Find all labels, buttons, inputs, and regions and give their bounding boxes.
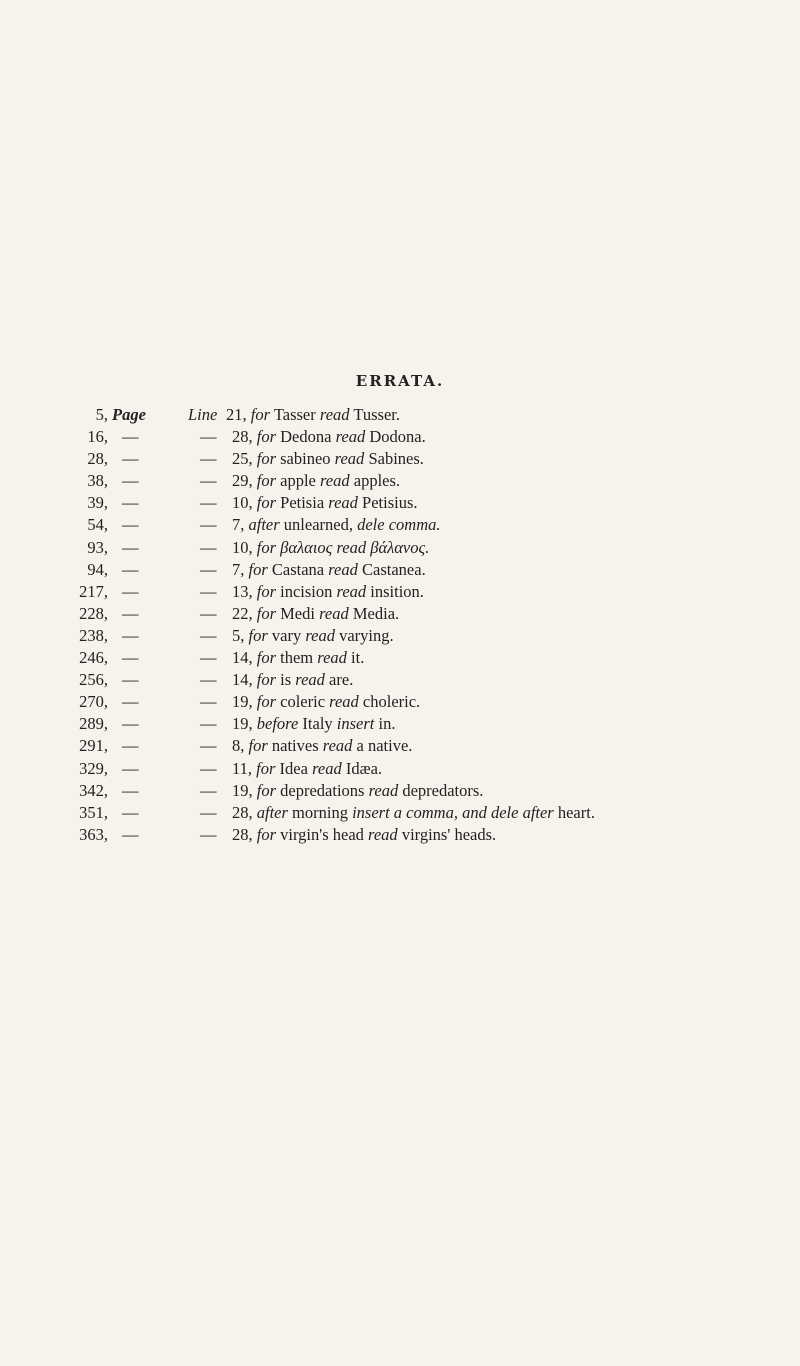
correction-part: natives	[267, 736, 323, 756]
line-number: 28,	[232, 802, 257, 822]
errata-row	[0, 735, 800, 757]
correction-part: Idæa.	[341, 758, 383, 778]
correction-part: for	[256, 449, 277, 469]
errata-row	[0, 470, 800, 492]
correction-part: for	[256, 603, 277, 623]
correction-part: Italy	[298, 714, 337, 734]
correction-part: after	[256, 802, 288, 822]
correction-text	[232, 426, 426, 448]
correction-part: for	[256, 648, 277, 668]
correction-part: read	[319, 603, 349, 623]
page-number: 289,	[79, 714, 108, 734]
correction-part: Medi	[276, 603, 320, 623]
errata-row	[0, 691, 800, 713]
page-number: 39,	[87, 493, 108, 513]
correction-part: vary	[267, 625, 306, 645]
correction-part: Idea	[275, 758, 313, 778]
line-ditto-dash: —	[200, 736, 217, 756]
page-ditto-dash: —	[122, 471, 139, 491]
errata-row	[0, 448, 800, 470]
page-ditto-dash: —	[122, 515, 139, 535]
line-number: 22,	[232, 603, 257, 623]
page-ditto-dash: —	[122, 559, 139, 579]
correction-part: read	[328, 559, 358, 579]
correction-text	[232, 559, 426, 581]
line-ditto-dash: —	[200, 603, 217, 623]
page-number: 217,	[79, 581, 108, 601]
line-ditto-dash: —	[200, 824, 217, 844]
line-ditto-dash: —	[200, 670, 217, 690]
page-ditto-dash: —	[122, 824, 139, 844]
correction-part: before	[256, 714, 299, 734]
page-number: 16,	[87, 427, 108, 447]
correction-part: for	[256, 824, 277, 844]
line-ditto-dash: —	[200, 559, 217, 579]
correction-part: apple	[276, 471, 320, 491]
line-number: 14,	[232, 648, 257, 668]
line-ditto-dash: —	[200, 648, 217, 668]
correction-text	[232, 824, 496, 846]
correction-text	[232, 625, 394, 647]
page-number: 363,	[79, 824, 108, 844]
errata-row	[0, 758, 800, 780]
errata-title: ERRATA.	[355, 372, 445, 390]
line-ditto-dash: —	[200, 537, 217, 557]
correction-part: virgin's head	[276, 824, 369, 844]
correction-part: Tasser	[270, 405, 320, 424]
correction-part: for	[256, 692, 277, 712]
correction-text	[232, 492, 418, 514]
correction-part: insition.	[366, 581, 424, 601]
correction-text	[232, 603, 399, 625]
errata-row	[0, 780, 800, 802]
errata-row	[0, 713, 800, 735]
correction-text	[232, 735, 412, 757]
page-ditto-dash: —	[122, 714, 139, 734]
correction-part: Media.	[348, 603, 400, 623]
correction-text	[232, 780, 483, 802]
correction-part: Tusser.	[349, 405, 400, 424]
errata-row	[0, 625, 800, 647]
correction-part: read	[320, 471, 350, 491]
correction-part: read	[368, 780, 399, 800]
correction-part: morning	[287, 802, 353, 822]
correction-part: for	[248, 625, 268, 645]
correction-text	[232, 713, 395, 735]
correction-part: for	[256, 581, 277, 601]
line-ditto-dash: —	[200, 758, 217, 778]
page-number: 291,	[79, 736, 108, 756]
correction-part: for	[256, 780, 277, 800]
correction-part: them	[276, 648, 318, 668]
line-ditto-dash: —	[200, 471, 217, 491]
page-ditto-dash: —	[122, 692, 139, 712]
correction-part: for	[256, 670, 277, 690]
line-number: 5,	[232, 625, 249, 645]
line-number: 8,	[232, 736, 249, 756]
correction-part: Dodona.	[365, 427, 426, 447]
correction-text	[232, 514, 441, 536]
line-number: 19,	[232, 692, 257, 712]
line-number: 19,	[232, 714, 257, 734]
correction-part: are.	[324, 670, 354, 690]
errata-list	[0, 404, 800, 846]
line-number: 7,	[232, 559, 249, 579]
line-ditto-dash: —	[200, 427, 217, 447]
page-ditto-dash: —	[122, 625, 139, 645]
correction-part: it.	[346, 648, 365, 668]
correction-text	[226, 404, 400, 426]
correction-part: virgins' heads.	[397, 824, 497, 844]
errata-row	[0, 669, 800, 691]
correction-part: for	[250, 405, 271, 424]
correction-part: βαλαιος	[276, 537, 337, 557]
correction-part: read	[334, 449, 365, 469]
correction-part: sabineo	[276, 449, 335, 469]
correction-part: read	[335, 427, 366, 447]
page-number: 5,	[95, 405, 108, 424]
page-number: 329,	[79, 758, 108, 778]
correction-part: dele comma.	[357, 515, 441, 535]
correction-part: read	[336, 581, 367, 601]
page-number: 351,	[79, 802, 108, 822]
correction-text	[232, 448, 424, 470]
line-ditto-dash: —	[200, 780, 217, 800]
correction-part: depredations	[276, 780, 369, 800]
correction-part: read	[328, 493, 358, 513]
correction-part: read	[312, 758, 342, 778]
correction-part: apples.	[349, 471, 401, 491]
line-number: 21,	[226, 405, 251, 424]
page-number: 38,	[87, 471, 108, 491]
page-ditto-dash: —	[122, 670, 139, 690]
line-number: 7,	[232, 515, 249, 535]
correction-part: for	[256, 493, 277, 513]
correction-part: for	[256, 758, 276, 778]
line-ditto-dash: —	[200, 714, 217, 734]
page-ditto-dash: —	[122, 736, 139, 756]
correction-part: read	[329, 692, 359, 712]
page-ditto-dash: —	[122, 449, 139, 469]
correction-part: read	[368, 824, 398, 844]
errata-row	[0, 537, 800, 559]
line-label: Line	[188, 405, 218, 424]
correction-part: unlearned,	[279, 515, 358, 535]
line-number: 10,	[232, 493, 257, 513]
line-ditto-dash: —	[200, 625, 217, 645]
correction-part: in.	[374, 714, 396, 734]
page-number: 342,	[79, 780, 108, 800]
correction-part: Castanea.	[357, 559, 426, 579]
correction-part: Petisius.	[357, 493, 418, 513]
correction-part: choleric.	[358, 692, 421, 712]
correction-part: for	[248, 736, 268, 756]
errata-row	[0, 802, 800, 824]
correction-part: after	[248, 515, 280, 535]
correction-part: read	[319, 405, 350, 424]
page-number: 54,	[87, 515, 108, 535]
correction-part: varying.	[334, 625, 394, 645]
correction-part: a native.	[352, 736, 413, 756]
page-ditto-dash: —	[122, 780, 139, 800]
page-ditto-dash: —	[122, 603, 139, 623]
page-ditto-dash: —	[122, 581, 139, 601]
page-ditto-dash: —	[122, 493, 139, 513]
line-number: 28,	[232, 427, 257, 447]
correction-part: read	[322, 736, 353, 756]
line-number: 14,	[232, 670, 257, 690]
errata-row	[0, 426, 800, 448]
line-number: 29,	[232, 471, 257, 491]
errata-row	[0, 647, 800, 669]
correction-part: read	[295, 670, 325, 690]
line-ditto-dash: —	[200, 581, 217, 601]
page-ditto-dash: —	[122, 648, 139, 668]
errata-row	[0, 824, 800, 846]
correction-part: for	[256, 537, 277, 557]
correction-part: Dedona	[276, 427, 336, 447]
correction-part: insert a comma, and dele after	[352, 802, 554, 822]
correction-text	[232, 691, 420, 713]
correction-part: heart.	[553, 802, 595, 822]
line-number: 19,	[232, 780, 257, 800]
correction-part: for	[248, 559, 268, 579]
correction-text	[232, 669, 353, 691]
line-ditto-dash: —	[200, 802, 217, 822]
correction-part: insert	[336, 714, 375, 734]
correction-text	[232, 802, 595, 824]
page-ditto-dash: —	[122, 537, 139, 557]
page-number: 256,	[79, 670, 108, 690]
line-ditto-dash: —	[200, 692, 217, 712]
page-number: 246,	[79, 648, 108, 668]
page-ditto-dash: —	[122, 802, 139, 822]
page-ditto-dash: —	[122, 427, 139, 447]
line-number: 28,	[232, 824, 257, 844]
correction-part: coleric	[276, 692, 330, 712]
line-ditto-dash: —	[200, 515, 217, 535]
correction-part: read	[305, 625, 335, 645]
line-number: 25,	[232, 449, 257, 469]
page-number: 238,	[79, 625, 108, 645]
correction-text	[232, 470, 400, 492]
line-number: 11,	[232, 758, 257, 778]
page-number: 228,	[79, 603, 108, 623]
line-ditto-dash: —	[200, 493, 217, 513]
errata-row	[0, 559, 800, 581]
page-label: Page	[112, 405, 146, 424]
correction-part: for	[256, 471, 277, 491]
correction-part: Petisia	[276, 493, 329, 513]
correction-text	[232, 758, 382, 780]
errata-row	[0, 603, 800, 625]
correction-part: βάλανος.	[366, 537, 430, 557]
correction-part: Castana	[267, 559, 329, 579]
correction-text	[232, 537, 429, 559]
correction-part: for	[256, 427, 277, 447]
correction-text	[232, 647, 364, 669]
correction-part: read	[317, 648, 347, 668]
page-number: 93,	[87, 537, 108, 557]
errata-row	[0, 404, 800, 426]
line-ditto-dash: —	[200, 449, 217, 469]
line-number: 10,	[232, 537, 257, 557]
correction-part: is	[276, 670, 296, 690]
correction-text	[232, 581, 424, 603]
page-number: 28,	[87, 449, 108, 469]
page-number: 94,	[87, 559, 108, 579]
page-ditto-dash: —	[122, 758, 139, 778]
page-number: 270,	[79, 692, 108, 712]
errata-row	[0, 581, 800, 603]
correction-part: depredators.	[398, 780, 484, 800]
line-number: 13,	[232, 581, 257, 601]
correction-part: Sabines.	[364, 449, 424, 469]
errata-row	[0, 514, 800, 536]
correction-part: incision	[276, 581, 337, 601]
errata-row	[0, 492, 800, 514]
correction-part: read	[336, 537, 367, 557]
